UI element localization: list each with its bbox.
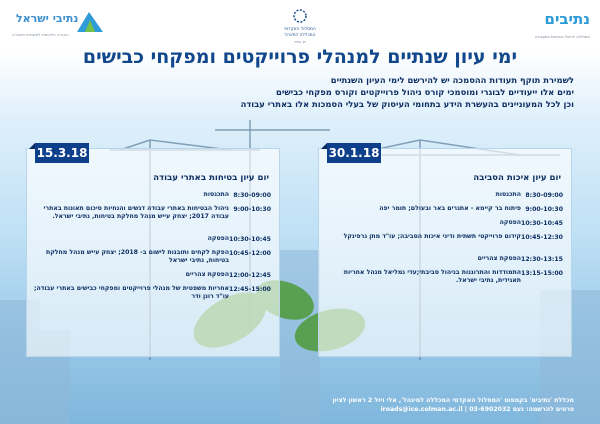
row-time: 12:00-12:45	[229, 272, 271, 279]
row-desc: פיתוח בר קיימא - אתגרים באר ובעולם; תומר יפה	[379, 205, 521, 212]
schedule-row	[325, 205, 563, 219]
date-badge: 15.3.18	[35, 143, 89, 163]
row-desc: הפסקת צהריים	[477, 255, 521, 262]
center-logo-line3: יש עתיד	[293, 39, 307, 44]
row-time: 13:15-15:00	[521, 270, 563, 277]
row-time: 12:30-13:15	[521, 256, 563, 263]
row-time: 9:00-10:30	[233, 206, 271, 213]
row-time: 10:30-10:45	[521, 220, 563, 227]
row-desc: קידום פרוייקטי תשתית ודיני איכות הסביבה; עו"ד מתן גרפינקל	[343, 233, 521, 240]
intro-line: לשמירת תוקף תעודות ההסמכה יש להירשם לימי העיון השנתיים	[330, 75, 574, 85]
row-time: 8:30-09:00	[233, 192, 271, 199]
row-desc: הפסקה	[207, 235, 229, 242]
schedule-row	[33, 235, 271, 249]
row-desc: הפסקת צהריים	[185, 271, 229, 278]
footer-address: מכללת 'נתיבים' בקמפוס 'המסלול האקדמי המכללה למינהל', אלי ויזל 2 ראשון לציון	[332, 397, 574, 404]
panel-title: יום עיון בטיחות באתרי עבודה	[153, 173, 269, 183]
center-logo-line2: המכללה למינהל	[284, 33, 316, 38]
row-time: 8:30-09:00	[525, 192, 563, 199]
intro-line: ימים אלו ייעודיים לבוגרי ומוסמכי קורס ניהול פרוייקטים וקורס מפקחי כבישים	[276, 87, 574, 97]
intro-text	[26, 74, 574, 110]
row-time: 9:00-10:30	[525, 206, 563, 213]
footer-registration[interactable]: פרטים להרשמה: נעם 03-6902032 | iroads@ice.colman.ac.il	[380, 406, 574, 413]
schedule-panel-safety	[26, 148, 280, 357]
panel-title: יום עיון איכות הסביבה	[473, 173, 561, 183]
footer-contact	[26, 396, 574, 414]
schedule-row	[33, 249, 271, 271]
row-desc: הפסקה	[499, 219, 521, 226]
row-time: 10:30-10:45	[229, 236, 271, 243]
row-time: 10:45-12:30	[521, 234, 563, 241]
netivei-israel-logo	[12, 8, 107, 44]
schedule-row	[33, 205, 271, 235]
schedule-row	[33, 285, 271, 302]
colman-logo	[268, 8, 332, 44]
schedule-row	[325, 269, 563, 286]
road-logo-icon	[75, 8, 105, 34]
right-logo-subtitle: המכללה לניהול ובטיחות בתעבורה	[534, 34, 590, 39]
center-logo-line1: המסלול האקדמי	[284, 27, 316, 32]
row-desc: התכנסות	[495, 191, 521, 198]
netivim-logo	[490, 8, 590, 44]
row-desc: אחריות משפטית של מנהלי פרוייקטים ומפקחי כבישים באתרי עבודה; עו"ד רונן ודר	[33, 285, 229, 301]
right-logo-brand: נתיבים	[544, 10, 590, 28]
schedule-list	[325, 191, 563, 286]
row-desc: התמודדות והתרוננות בניהול סביבתי;עדי גמליאל מנהל אחריות תאגידית, נתיבי ישראל.	[343, 269, 521, 285]
left-logo-subtitle: החברה הלאומית לתשתיות תחבורה	[12, 32, 69, 37]
left-logo-brand: נתיבי ישראל	[16, 12, 79, 25]
schedule-row	[325, 233, 563, 255]
row-time: 12:45-15:00	[229, 286, 271, 293]
schedule-panel-environment	[318, 148, 572, 357]
date-badge: 30.1.18	[327, 143, 381, 163]
schedule-row	[325, 219, 563, 233]
schedule-row	[325, 255, 563, 269]
page-title: ימי עיון שנתיים למנהלי פרוייקטים ומפקחי כבישים	[82, 46, 518, 68]
row-desc: הפקת לקחים ותובנות לישום ב- 2018; יצחק עייש מנהל מחלקת בטיחות, נתיבי ישראל	[46, 249, 229, 265]
schedule-row	[33, 271, 271, 285]
college-emblem-icon	[293, 9, 307, 23]
row-desc: התכנסות	[203, 191, 229, 198]
schedule-list	[33, 191, 271, 302]
row-time: 10:45-12:00	[229, 250, 271, 257]
row-desc: ניהול הבטיחות באתרי עבודה דגשים והנחיות סיכום תאונות באתרי עבודה 2017; יצחק עייש מנהל מחלקת בטיחות, נתיבי ישראל.	[43, 205, 229, 221]
intro-line: וכן לכל המעוניינים בהעשרת הידע בתחומי העיסוק של בעלי הסמכות אלו באתרי עבודה	[240, 99, 574, 109]
schedule-row	[33, 191, 271, 205]
schedule-row	[325, 191, 563, 205]
